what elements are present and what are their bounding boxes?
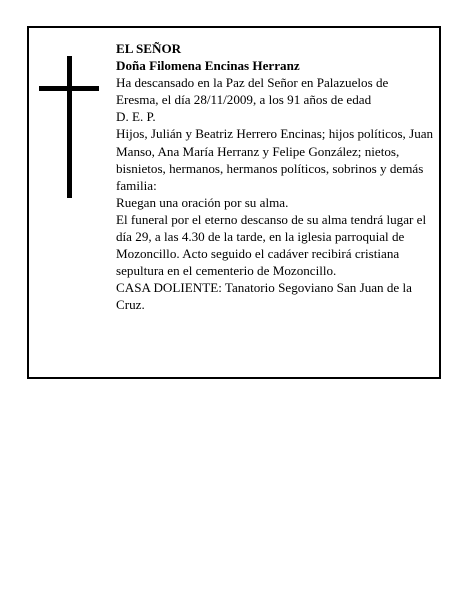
death-statement: Ha descansado en la Paz del Señor en Palazuelos de Eresma, el día 28/11/2009, a los 91 años de edad: [116, 75, 389, 108]
funeral-details: El funeral por el eterno descanso de su alma tendrá lugar el día 29, a las 4.30 de la tarde, en la iglesia parroquial de Mozoncillo. Acto seguido el cadáver recibirá cristiana sepultura en el cementerio de Mozoncillo.: [116, 211, 427, 279]
cross-horizontal-bar: [39, 86, 99, 91]
rip-text: D. E. P.: [116, 109, 156, 125]
notice-heading: EL SEÑOR: [116, 41, 182, 56]
prayer-request: Ruegan una oración por su alma.: [116, 194, 289, 210]
notice-text-block: [116, 40, 434, 314]
deceased-name: Doña Filomena Encinas Herranz: [116, 58, 300, 74]
obituary-notice: [27, 26, 441, 379]
family-list: Hijos, Julián y Beatriz Herrero Encinas; hijos políticos, Juan Manso, Ana María Herranz y Felipe González; nietos, bisnietos, hermanos, hermanos políticos, sobrinos y demás familia:: [116, 126, 434, 193]
mourning-house: CASA DOLIENTE: Tanatorio Segoviano San Juan de la Cruz.: [116, 280, 412, 313]
cross-vertical-bar: [67, 56, 72, 198]
